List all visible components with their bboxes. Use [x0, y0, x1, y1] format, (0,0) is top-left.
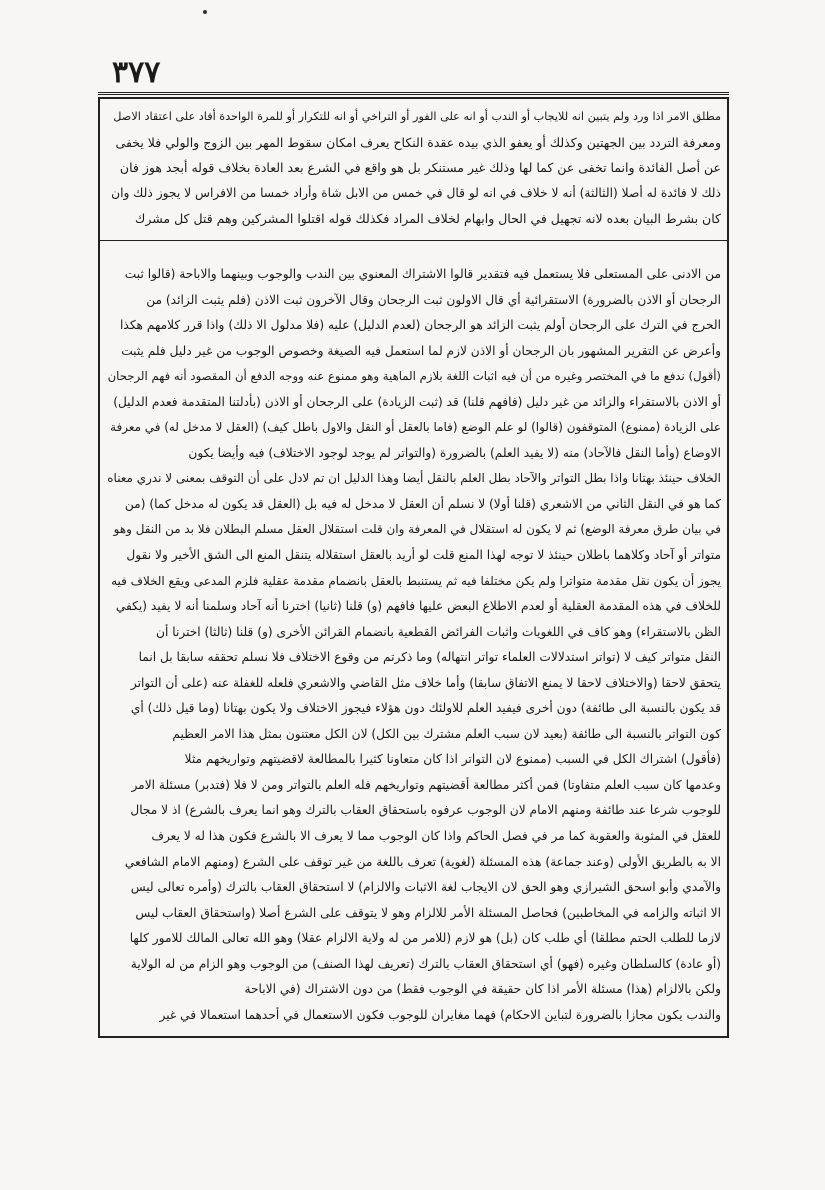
matn-line: كان بشرط البيان بعده لانه تجهيل في الحال وابهام لخلاف المراد فكذلك قوله اقتلوا المشركين وهم قتل كل مشرك — [135, 211, 721, 226]
sharh-line: النقل متواتر كيف لا (تواتر استدلالات العلماء تواتر انتهاله) وما ذكرتم من وقوع الاختلاف فلا نسلم تحققه سابقا بل انما — [138, 650, 721, 665]
sharh-line: الا به بالطريق الأولى (وعند جماعة) هذه المسئلة (لغوية) تعرف باللغة من غير توقف على الشرع (ومنهم الامام الشافعي — [124, 854, 721, 869]
sharh-line: للخلاف في هذه المقدمة العقلية أو لعدم الاطلاع البعض عليها فافهم (و) قلنا (ثانيا) اخترنا أنه آحاد وسلمنا أنه لا يفيد (يكفي — [115, 599, 721, 614]
sharh-line: لازما للطلب الحتم مطلقا) أي طلب كان (بل) هو لازم (للامر من له ولاية الالزام عقلا) وهو الله تعالى المالك للامور كلها — [129, 931, 721, 946]
ink-dot — [203, 10, 207, 14]
sharh-line: والندب يكون مجازا بالضرورة لتباين الاحكام) فهما مغايران للوجوب فكون الاستعمال في أحدهما استعمالا في غير — [159, 1007, 721, 1022]
sharh-line: الاوضاع (وأما النقل فالآحاد) منه (لا يفيد العلم) بالضرورة (والتواتر لم يوجد لوجود الاختلاف) فيه وأيضا يكون — [188, 445, 721, 460]
sharh-line: للوجوب شرعا عند طائفة ومنهم الامام لان الوجوب عرفوه باستحقاق العقاب بالترك وهو انما يعرف بالشرع) اذ لا مجال — [130, 803, 721, 818]
sharh-line: في بيان طرق معرفة الوضع) ثم لا يكون له استقلال في المعرفة وان قلت استقلال العقل مسلم البطلان فلا بد من النقل وهو — [113, 522, 721, 537]
sharh-line: والآمدي وأبو اسحق الشيرازي وهو الحق لان الايجاب لغة الاثبات والالزام) لا استحقاق العقاب بالترك (وأمره تعالى ليس — [130, 880, 721, 895]
sharh-line: يتحقق لاحقا (والاختلاف لاحقا لا يمنع الاتفاق سابقا) وأما خلاف مثل القاضي والاشعري فلعله للغفلة عنه (على أن التواتر — [130, 675, 721, 690]
page-number: ٣٧٧ — [112, 55, 161, 90]
sharh-line: وأعرض عن التقرير المشهور بان الرجحان أو الاذن لازم لما استعمل فيه الصيغة وخصوص الوجوب من غير دليل فلم يثبت — [121, 343, 721, 358]
sharh-line: (أو عادة) كالسلطان وغيره (فهو) أي استحقاق العقاب بالترك (تعريف لهذا الصنف) من الوجوب وهو الزام من له الولاية — [130, 956, 721, 971]
sharh-line: الخلاف حينئذ بهتانا واذا بطل التواتر والآحاد بطل العلم بالنقل أيضا وهذا الدليل ان تم لادل على أن التوقف بمعنى لا ندري معناه — [107, 471, 721, 486]
sharh-line: من الادنى على المستعلى فلا يستعمل فيه فتقدير قالوا الاشتراك المعنوي بين الندب والوجوب وبينهما والاباحة (قالوا ثبت — [124, 267, 721, 281]
matn-line: ذلك لا فائدة له أصلا (الثالثة) أنه لا خلاف في انه لو قال في خمس من الابل شاة وأراد خمسا من الافراس لا يجوز ذلك وان — [111, 185, 721, 200]
sharh-line: الظن بالاستقراء) وهو كاف في اللغويات واثبات الفرائض القطعية بانضمام القرائن الأخرى (و) قلنا (ثالثا) اخترنا أن — [156, 624, 721, 639]
matn-line: مطلق الامر اذا ورد ولم يتبين انه للايجاب أو الندب أو انه على الفور أو التراخي أو انه للتكرار أو للمرة الواحدة أفاد على اعتقاد الاصل — [113, 110, 721, 123]
sharh-line: ولكن بالالزام (هذا) مسئلة الأمر اذا كان حقيقة في الوجوب فقط) من دون الاشتراك (في الاباحة — [244, 982, 721, 997]
sharh-line: وعدمها كان سبب العلم متفاوتا) فمن أكثر مطالعة أقضيتهم وتواريخهم فله العلم بالتواتر ومن لا فلا (فتدبر) مسئلة الامر — [131, 777, 721, 792]
matn-line: ومعرفة التردد بين الجهتين وكذلك أو يعفو الذي بيده عقدة النكاح يعرف امكان سقوط المهر بين الزوج والولي فلا يخفى — [115, 134, 721, 150]
sharh-line: الا اثباته والزامه في المخاطبين) فحاصل المسئلة الأمر للالزام وهو لا يتوقف على الشرع أصلا (واستحقاق العقاب ليس — [135, 905, 721, 920]
sharh-line: قد يكون بالنسبة الى طائفة) دون أخرى فيفيد العلم للاولئك دون هؤلاء فيجوز الاختلاف ولا يكون بهتانا (وما قيل ذلك) أي — [130, 701, 721, 716]
sharh-line: متواتر أو آحاد وكلاهما باطلان حينئذ لا توجه لهذا المنع قلت لو أريد بالعقل استقلاله يتنقل المنع الى الشق الأخير ولا نقول — [126, 548, 721, 563]
sharh-line: للعقل في المثوبة والعقوبة كما مر في فصل الحاكم واذا كان الوجوب مما لا يعرف الا بالشرع فكون هذا له لا يعرف — [151, 829, 721, 844]
sharh-line: على الزيادة (ممنوع) المتوقفون (قالوا) لو علم الوضع (فاما بالعقل أو النقل والاول باطل كيف) (العقل لا مدخل له) في معرفة — [110, 420, 721, 435]
sharh-line: يجوز أن يكون نقل مقدمة متواترا ولم يكن مختلفا فيه ثم يستنبط بالعقل بانضمام مقدمة عقلية فلزم المدعى ويقع الخلاف فيه — [111, 573, 721, 588]
matn-text — [106, 104, 721, 232]
sharh-line: كون التواتر بالنسبة الى طائفة (بعيد لان سبب العلم مشترك بين الكل) لان الكل معتنون بمثل هذا الامر العظيم — [172, 726, 721, 741]
sharh-line: كما هو في النقل الثاني من الاشعري (قلنا أولا) لا نسلم أن العقل لا مدخل له فيه بل (العقل قد يكون له مدخل كما) (من — [124, 496, 721, 511]
sharh-line: (فأقول) اشتراك الكل في السبب (ممنوع لان التواتر اذا كان متعاونا كثيرا بالمطالعة لاقضيتهم وتواريخهم مثلا — [184, 752, 721, 767]
matn-line: عن أصل الفائدة وانما تخفى عن كما لها وذلك غير مستنكر بل هو واقع في الشرع بعد العادة بخلاف قوله أبجد هوز فان — [119, 160, 721, 175]
sharh-line: الحرج في الترك على الرجحان أولم يثبت الزائد هو الرجحان (لعدم الدليل) عليه (فلا مدلول الا ذلك) واذا قرر كلامهم هكذا — [120, 318, 721, 333]
frame-top-rule — [98, 92, 729, 95]
sharh-line: أو الاذن بالاستقراء والزائد من غير دليل (فافهم قلنا) قد (ثبت الزيادة) على الرجحان أو الاذن (بأدلتنا المتقدمة فعدم الدليل) — [113, 394, 721, 409]
sharh-line: (أقول) ندفع ما في المختصر وغيره من أن فيه اثبات اللغة بلازم الماهية وهو ممنوع عنه ووجه الدفع أن المقصود أنه فهم الرجحان — [107, 369, 721, 384]
section-divider — [98, 240, 729, 241]
sharh-line: الرجحان أو الاذن بالضرورة) الاستقرائية أي قال الاولون ثبت الرجحان وقال الآخرون ثبت الاذن (فلم يثبت الزائد) من — [146, 292, 721, 307]
sharh-text — [106, 262, 721, 1028]
